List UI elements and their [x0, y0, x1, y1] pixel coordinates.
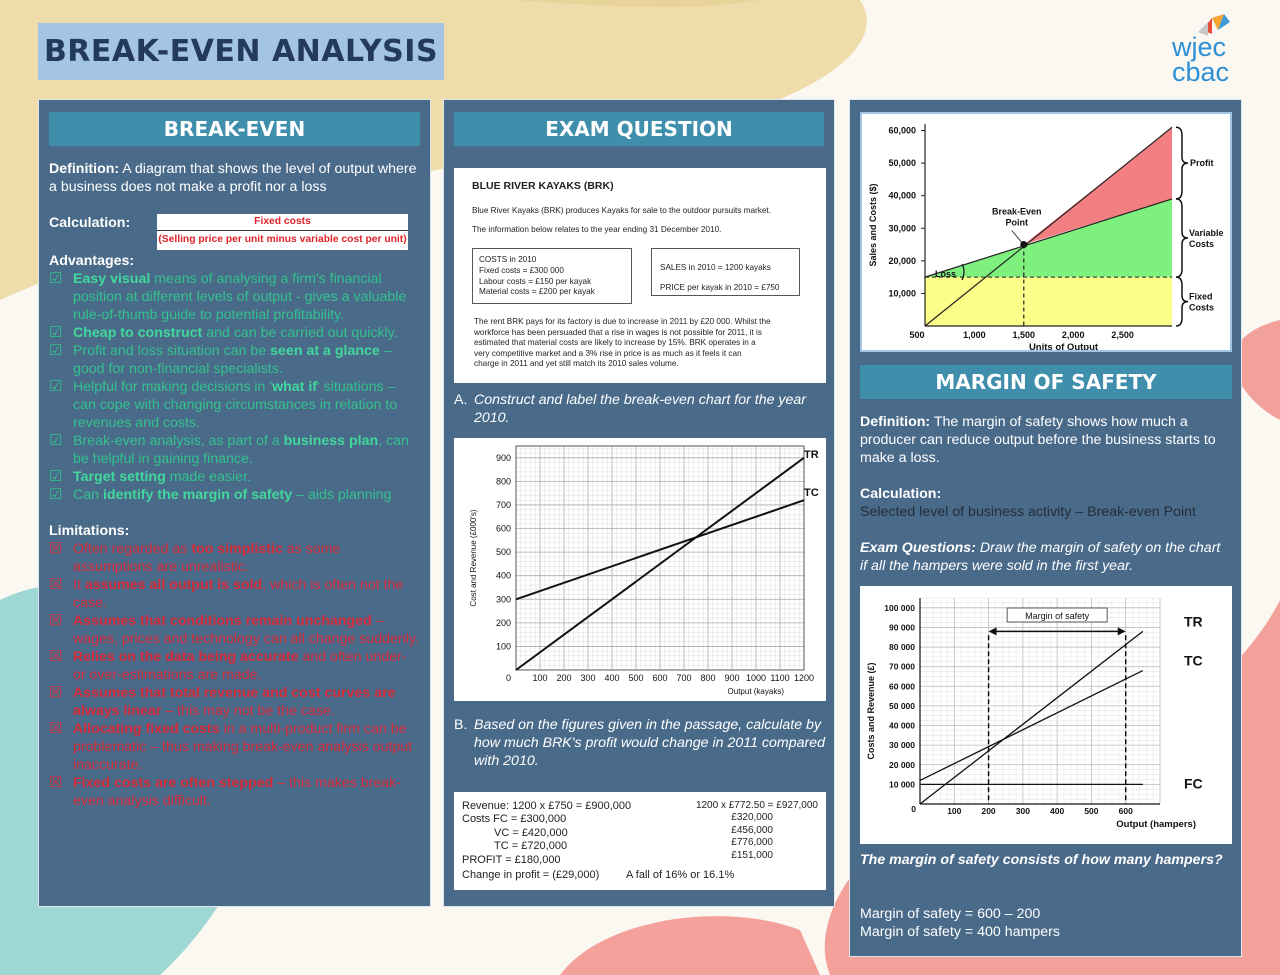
y-tick-label: 20 000 [889, 759, 915, 770]
series-line-tr [920, 631, 1143, 804]
y-tick-label: 500 [495, 547, 511, 558]
answer-right: 1200 x £772.50 = £927,000 £320,000 £456,000 £776,000 £151,000 [695, 800, 818, 861]
fixed-costs-label-2: Costs [1189, 302, 1215, 313]
question-b: B. Based on the figures given in the passage, calculate by how much BRK's profit would change in 2011 compared with 2010. [454, 717, 826, 769]
answer-left: Revenue: 1200 x £750 = £900,000 Costs FC = £300,000 VC = £420,000 TC = £720,000 PROFIT = £180,000 [462, 800, 632, 866]
exam-question-panel [443, 99, 835, 907]
cross-box-icon: ☒ [49, 612, 63, 629]
x-tick-label: 700 [676, 673, 692, 683]
margin-answer-2: Margin of safety = 400 hampers [860, 924, 1060, 940]
y-tick-label: 50 000 [889, 700, 915, 711]
case-intro: Blue River Kayaks (BRK) produces Kayaks for sale to the outdoor pursuits market. [472, 206, 771, 215]
break-even-label-2: Point [1005, 217, 1029, 228]
checkbox-icon: ☑ [49, 468, 63, 485]
origin-label: 0 [505, 673, 511, 683]
checkbox-icon: ☑ [49, 486, 63, 503]
series-label-tr: TR [1184, 613, 1203, 630]
y-tick-label: 300 [495, 594, 511, 605]
answer-card [454, 792, 826, 890]
fixed-costs-label: Fixed [1189, 291, 1213, 302]
break-even-heading: BREAK-EVEN [49, 112, 420, 146]
x-axis-label: Units of Output [1028, 342, 1099, 350]
y-tick-label: 60 000 [889, 681, 915, 692]
hamper-chart-card [860, 586, 1232, 844]
cross-box-icon: ☒ [49, 774, 63, 791]
x-tick-label: 500 [628, 673, 644, 683]
series-label-fc: FC [1184, 775, 1203, 792]
y-tick-label: 30,000 [888, 223, 916, 234]
cross-box-icon: ☒ [49, 684, 63, 701]
margin-definition: Definition: The margin of safety shows how much a producer can reduce output before the business starts to make a loss. [860, 414, 1216, 466]
margin-of-safety-panel [849, 99, 1242, 957]
series-label-tc: TC [1184, 652, 1203, 669]
limitation-item: ☒ Allocating fixed costs in a multi-product firm can be problematic – thus making break-even analysis output inaccurate. [49, 720, 413, 773]
y-tick-label: 40 000 [889, 720, 915, 731]
page-title: BREAK-EVEN ANALYSIS [43, 34, 439, 69]
wjec-logo [1168, 8, 1250, 88]
variable-costs-label: Variable [1189, 228, 1224, 239]
x-tick-label: 2,500 [1111, 330, 1134, 340]
margin-label: Margin of safety [1025, 611, 1090, 621]
case-info: The information below relates to the year ending 31 December 2010. [472, 225, 722, 234]
series-label-tc: TC [804, 487, 819, 500]
break-even-calculation-label: Calculation: [49, 215, 131, 231]
case-study-card [454, 168, 826, 383]
y-tick-label: 100 000 [884, 602, 915, 613]
x-tick-label: 1000 [745, 673, 767, 683]
y-tick-label: 40,000 [888, 190, 916, 201]
x-tick-label: 1,500 [1012, 330, 1036, 340]
y-tick-label: 20,000 [888, 255, 916, 266]
x-tick-label: 100 [532, 673, 548, 683]
x-tick-label: 100 [947, 806, 962, 816]
profit-label: Profit [1190, 158, 1214, 169]
x-tick-label: 2,000 [1061, 330, 1085, 340]
margin-calculation-label: Calculation: [860, 486, 942, 502]
formula-numerator: Fixed costs [157, 214, 408, 231]
case-title: BLUE RIVER KAYAKS (BRK) [472, 180, 614, 192]
x-tick-label: 1,000 [963, 330, 986, 340]
limitations-list [49, 540, 420, 810]
variable-costs-label-2: Costs [1189, 239, 1215, 250]
limitations-label: Limitations: [49, 523, 130, 539]
y-tick-label: 50,000 [888, 158, 916, 169]
margin-arrow-right [1118, 627, 1126, 635]
fixed-cost-area [925, 277, 1172, 326]
origin-label: 0 [911, 804, 916, 814]
break-even-area-chart-card [860, 112, 1232, 352]
costs-box: COSTS in 2010 Fixed costs = £300 000 Labour costs = £150 per kayak Material costs = £200 per kayak [472, 248, 632, 304]
cross-box-icon: ☒ [49, 540, 63, 557]
x-axis-label: Output (hampers) [1116, 819, 1196, 830]
x-tick-label: 300 [580, 673, 596, 683]
question-a: A. Construct and label the break-even chart for the year 2010. [454, 392, 807, 426]
answer-change: Change in profit = (£29,000) [462, 869, 600, 881]
advantage-item: ☑ Profit and loss situation can be seen at a glance – good for non-financial specialists. [49, 342, 392, 377]
margin-answer-1: Margin of safety = 600 – 200 [860, 906, 1041, 922]
logo-line1: wjec [1172, 32, 1227, 62]
margin-exam-question: Exam Questions: Draw the margin of safety on the chart if all the hampers were sold in the first year. [860, 540, 1221, 574]
sales-box: SALES in 2010 = 1200 kayaks PRICE per kayak in 2010 = £750 [651, 248, 800, 296]
kayak-break-even-chart [454, 438, 826, 701]
break-even-panel [38, 99, 431, 907]
advantage-item: ☑ Can identify the margin of safety – aids planning [49, 486, 392, 503]
x-tick-label: 400 [1050, 806, 1065, 816]
hamper-margin-chart [860, 586, 1232, 844]
y-tick-label: 10,000 [888, 288, 916, 299]
y-tick-label: 70 000 [889, 661, 915, 672]
logo-line2: cbac [1172, 57, 1230, 87]
advantages-list [49, 270, 420, 504]
title-banner [38, 23, 444, 80]
cross-box-icon: ☒ [49, 648, 63, 665]
checkbox-icon: ☑ [49, 432, 63, 449]
limitation-item: ☒ Fixed costs are often stepped – this makes break-even analysis difficult. [49, 774, 402, 809]
fixed-cost-brace [1176, 277, 1188, 326]
x-tick-label: 1200 [793, 673, 815, 683]
y-tick-label: 600 [495, 523, 511, 534]
y-tick-label: 90 000 [889, 622, 915, 633]
checkbox-icon: ☑ [49, 324, 63, 341]
y-tick-label: 100 [495, 641, 511, 652]
series-label-tr: TR [804, 448, 819, 461]
answer-fall: A fall of 16% or 16.1% [626, 869, 735, 881]
limitation-item: ☒ Relies on the data being accurate and often under- or over-estimations are made. [49, 648, 407, 683]
margin-of-safety-heading: MARGIN OF SAFETY [860, 365, 1232, 399]
break-even-label: Break-Even [992, 206, 1042, 217]
y-tick-label: 10 000 [889, 779, 915, 790]
advantages-label: Advantages: [49, 253, 135, 269]
cross-box-icon: ☒ [49, 576, 63, 593]
break-even-area-chart [862, 114, 1230, 350]
x-tick-label: 800 [700, 673, 716, 683]
limitation-item: ☒ It assumes all output is sold, which is often not the case. [49, 576, 404, 611]
x-tick-label: 1100 [770, 673, 790, 683]
y-axis-label: Costs and Revenue (£) [866, 662, 876, 760]
x-tick-label: 900 [724, 673, 740, 683]
margin-arrow-left [989, 627, 997, 635]
cross-box-icon: ☒ [49, 720, 63, 737]
x-axis-label: Output (kayaks) [727, 687, 784, 696]
advantage-item: ☑ Cheap to construct and can be carried out quickly. [49, 324, 398, 341]
checkbox-icon: ☑ [49, 270, 63, 287]
kayak-chart-card [454, 438, 826, 701]
profit-brace [1176, 127, 1188, 199]
break-even-formula [157, 214, 408, 250]
y-tick-label: 400 [495, 570, 511, 581]
advantage-item: ☑ Helpful for making decisions in 'what if' situations – can cope with changing circumstances in relation to revenues and costs. [49, 378, 398, 431]
case-body: The rent BRK pays for its factory is due to increase in 2011 by £20 000. Whilst the workforce has been persuaded that a rise in wages is not possible for 2011, it is estimated that material costs are likely to increase by 15%. BRK operates in a very competitive market and a 3% rise in price is as much as it feels it can charge in 2011 and yet still match its 2010 sales volume. [474, 317, 771, 368]
y-tick-label: 80 000 [889, 642, 915, 653]
variable-cost-brace [1176, 199, 1188, 277]
exam-question-heading: EXAM QUESTION [454, 112, 824, 146]
x-tick-label: 400 [604, 673, 620, 683]
x-tick-label: 600 [1118, 806, 1133, 816]
formula-denominator: (Selling price per unit minus variable cost per unit) [158, 234, 407, 245]
margin-question: The margin of safety consists of how many hampers? [860, 852, 1223, 868]
advantage-item: ☑ Break-even analysis, as part of a business plan, can be helpful in gaining finance. [49, 432, 409, 467]
y-tick-label: 200 [495, 617, 511, 628]
y-tick-label: 900 [495, 452, 511, 463]
x-tick-label: 500 [909, 330, 925, 340]
y-tick-label: 30 000 [889, 740, 915, 751]
limitation-item: ☒ Assumes that total revenue and cost curves are always linear – this may not be the case. [49, 684, 396, 719]
x-tick-label: 600 [652, 673, 668, 683]
y-axis-label: Cost and Revenue (£000's) [469, 509, 478, 607]
x-tick-label: 500 [1084, 806, 1099, 816]
margin-calculation: Selected level of business activity – Break-even Point [860, 504, 1196, 520]
break-even-definition: Definition: A diagram that shows the level of output where a business does not make a profit nor a loss [49, 161, 417, 195]
checkbox-icon: ☑ [49, 342, 63, 359]
checkbox-icon: ☑ [49, 378, 63, 395]
y-axis-label: Sales and Costs ($) [868, 183, 878, 267]
advantage-item: ☑ Target setting made easier. [49, 468, 251, 485]
limitation-item: ☒ Assumes that conditions remain unchanged – wages, prices and technology can all change suddenly. [49, 612, 419, 647]
y-tick-label: 60,000 [888, 125, 916, 136]
x-tick-label: 200 [981, 806, 996, 816]
advantage-item: ☑ Easy visual means of analysing a firm's financial position at different levels of output - gives a valuable rule-of-thumb guide to potential profitability. [49, 270, 407, 323]
x-tick-label: 300 [1015, 806, 1030, 816]
y-tick-label: 700 [495, 499, 511, 510]
limitation-item: ☒ Often regarded as too simplistic as some assumptions are unrealistic. [49, 540, 341, 575]
loss-label: Loss [935, 269, 957, 279]
break-even-pointer [1012, 231, 1022, 243]
y-tick-label: 800 [495, 476, 511, 487]
x-tick-label: 200 [556, 673, 572, 683]
